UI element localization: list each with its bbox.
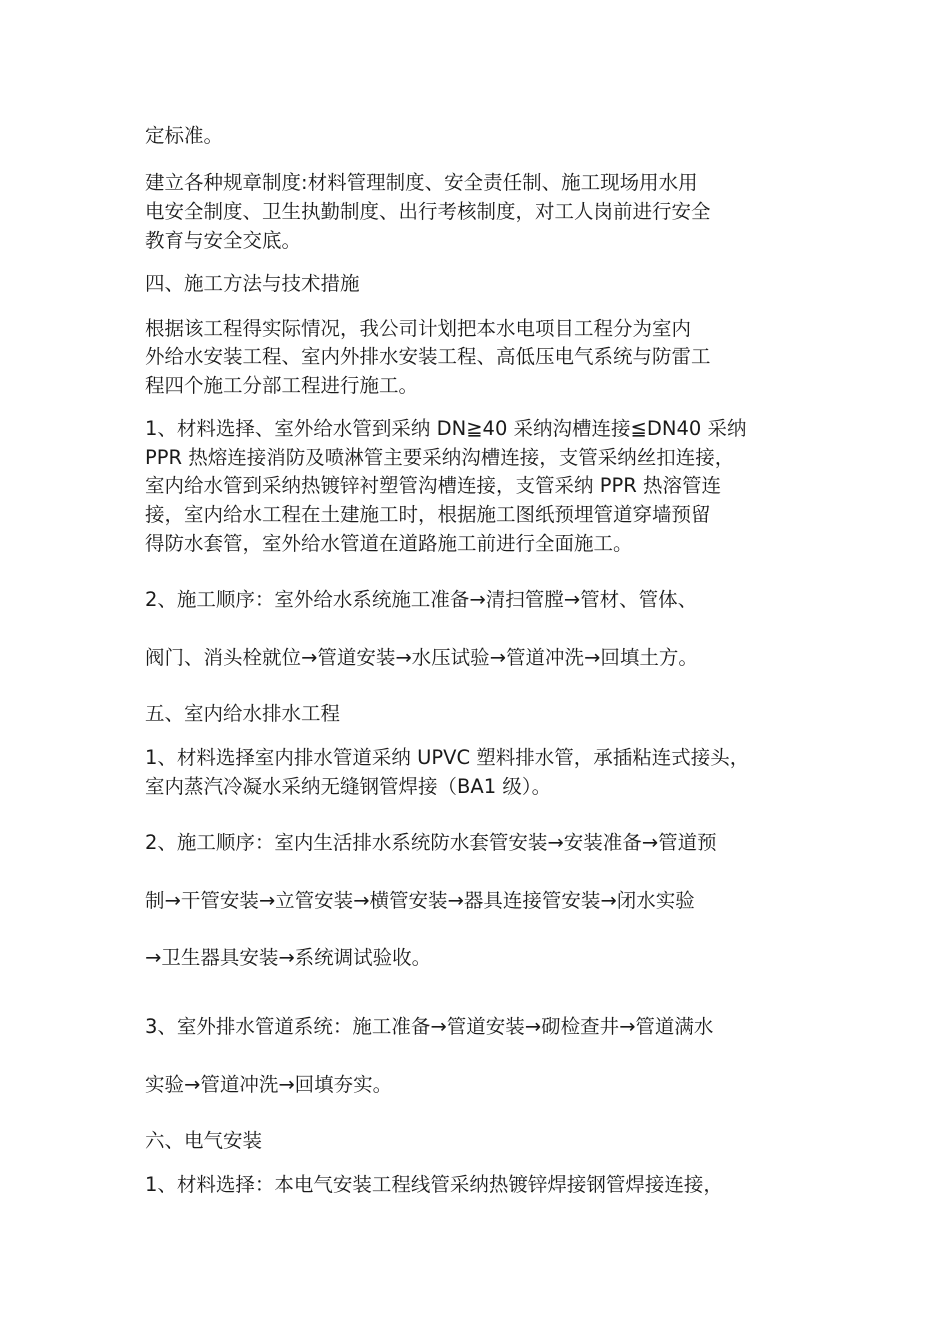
text-line: 定标准。: [145, 124, 224, 147]
text-line: 得防水套管，室外给水管道在道路施工前进行全面施工。: [145, 532, 633, 555]
text-line: 2、施工顺序：室内生活排水系统防水套管安装→安装准备→管道预: [145, 831, 717, 854]
text-line: 室内蒸汽冷凝水采纳无缝钢管焊接（BA1 级）。: [145, 775, 552, 798]
text-line: 外给水安装工程、室内外排水安装工程、高低压电气系统与防雷工: [145, 345, 711, 368]
text-line: 电安全制度、卫生执勤制度、出行考核制度，对工人岗前进行安全: [145, 200, 711, 223]
text-line: 制→干管安装→立管安装→横管安装→器具连接管安装→闭水实验: [145, 889, 695, 912]
text-line: 1、材料选择：本电气安装工程线管采纳热镀锌焊接钢管焊接连接，: [145, 1173, 723, 1196]
text-line: 接，室内给水工程在土建施工时，根据施工图纸预埋管道穿墙预留: [145, 503, 711, 526]
text-line: 程四个施工分部工程进行施工。: [145, 374, 419, 397]
text-line: 2、施工顺序：室外给水系统施工准备→清扫管膛→管材、管体、: [145, 588, 698, 611]
section-heading: 四、施工方法与技术措施: [145, 272, 360, 295]
text-line: 教育与安全交底。: [145, 229, 302, 252]
text-line: 3、室外排水管道系统：施工准备→管道安装→砌检查井→管道满水: [145, 1015, 714, 1038]
text-line: 1、材料选择、室外给水管到采纳 DN≧40 采纳沟槽连接≦DN40 采纳: [145, 417, 747, 440]
section-heading: 六、电气安装: [145, 1129, 263, 1152]
text-line: 根据该工程得实际情况，我公司计划把本水电项目工程分为室内: [145, 317, 692, 340]
text-line: 实验→管道冲洗→回填夯实。: [145, 1073, 393, 1096]
section-heading: 五、室内给水排水工程: [145, 702, 341, 725]
text-line: 1、材料选择室内排水管道采纳 UPVC 塑料排水管，承插粘连式接头，: [145, 746, 750, 769]
text-line: 建立各种规章制度:材料管理制度、安全责任制、施工现场用水用: [145, 171, 698, 194]
text-line: 室内给水管到采纳热镀锌衬塑管沟槽连接，支管采纳 PPR 热溶管连: [145, 474, 721, 497]
text-line: PPR 热熔连接消防及喷淋管主要采纳沟槽连接，支管采纳丝扣连接，: [145, 446, 735, 469]
text-line: 阀门、消头栓就位→管道安装→水压试验→管道冲洗→回填土方。: [145, 646, 698, 669]
text-line: →卫生器具安装→系统调试验收。: [145, 946, 432, 969]
